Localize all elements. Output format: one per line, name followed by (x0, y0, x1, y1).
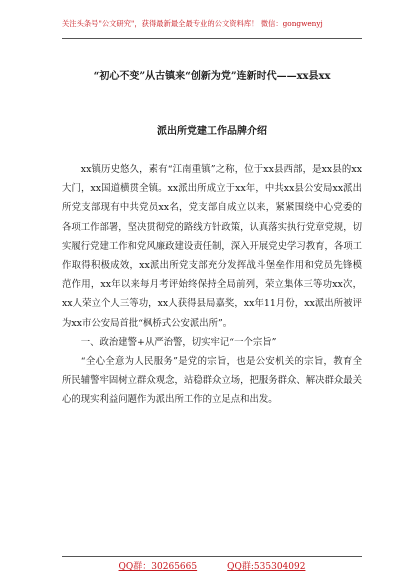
document-title-line-2: 派出所党建工作品牌介绍 (157, 126, 267, 137)
document-title-line-1: “初心不变”从古镇来“创新为党”连新时代——xx县xx (93, 71, 331, 82)
footer-qq-group-2[interactable]: QQ群:535304092 (227, 562, 306, 572)
body-paragraph-1: xx镇历史悠久，素有“江南重镇”之称，位于xx县西部，是xx县的xx大门，xx国道横贯全镇。xx派出所成立于xx年，中共xx县公安局xx派出所党支部现有中共党员xx名，党支部自成立以来，紧紧围绕中心党委的各项工作部署，坚决贯彻党的路线方针政策，认真落实执行党章党规，切实履行党建工作和党风廉政建设责任制，深入开展党史学习教育，各项工作取得积极成效，xx派出所党支部充分发挥战斗堡垒作用和党员先锋模范作用，xx年以来每月考评始终保持全局前列，荣立集体三等功xx次，xx人荣立个人三等功，xx人获得县局嘉奖，xx年11月份，xx派出所被评为xx市公安局首批“枫桥式公安派出所”。 (62, 164, 363, 329)
section-heading-1: 一、政治建警+从严治警，切实牢记“一个宗旨” (80, 336, 277, 348)
header-divider (62, 38, 362, 39)
document-body (62, 160, 362, 410)
footer (62, 556, 362, 578)
footer-qq-group-1[interactable]: QQ群：30265665 (118, 562, 198, 572)
body-paragraph-2: “全心全意为人民服务”是党的宗旨，也是公安机关的宗旨，教育全所民辅警牢固树立群众观念，站稳群众立场，把服务群众、解决群众最关心的现实利益问题作为派出所工作的立足点和出发。 (62, 356, 363, 406)
header-banner: 关注头条号"公文研究"，获得最新最全最专业的公文资料库！ 微信：gongwenyj (62, 19, 323, 28)
